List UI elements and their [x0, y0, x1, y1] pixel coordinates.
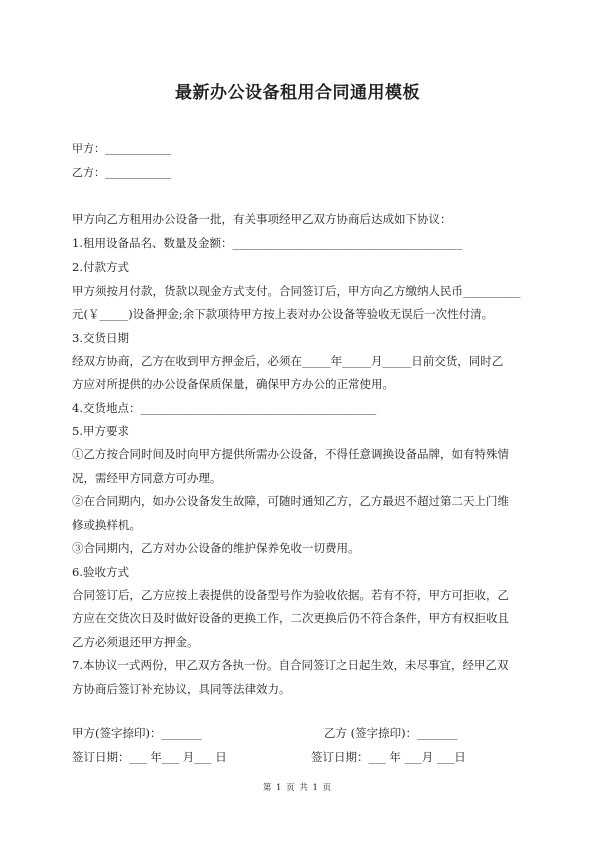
clause-line: 甲方须按月付款，货款以现金方式支付。合同签订后，甲方向乙方缴纳人民币__________: [72, 284, 521, 298]
clause-line: 况，需经甲方同意方可办理。: [72, 471, 222, 485]
clause-line: 方应对所提供的办公设备保质保量，确保甲方办公的正常使用。: [72, 377, 394, 391]
clause-line: 经双方协商，乙方在收到甲方押金后，必须在_____年_____月_____日前交货，同时乙: [72, 354, 504, 368]
clause-line: 4.交货地点：_________________________________________: [72, 401, 377, 415]
clause-line: ①乙方按合同时间及时向甲方提供所需办公设备，不得任意调换设备品牌，如有特殊情: [72, 447, 509, 461]
clause-line: 7.本协议一式两份，甲乙双方各执一份。自合同签订之日起生效，未尽事宜，经甲乙双: [72, 658, 509, 672]
party-b-line: 乙方：____________: [72, 166, 171, 179]
clause-line: 方应在交货次日及时做好设备的更换工作，二次更换后仍不符合条件，甲方有权拒收且: [72, 611, 509, 625]
clause-heading: 5.甲方要求: [72, 424, 129, 438]
page-footer: 第 1 页 共 1 页: [262, 783, 333, 793]
party-a-line: 甲方：____________: [72, 142, 171, 155]
clause-line: 乙方必须退还甲方押金。: [72, 635, 199, 649]
clause-heading: 3.交货日期: [72, 331, 129, 345]
party-a-sign-date: 签订日期：___ 年___ 月___ 日: [72, 750, 227, 764]
party-a-signature: 甲方(签字捺印)：_______: [72, 726, 202, 740]
document-title: 最新办公设备租用合同通用模板: [175, 83, 420, 103]
clause-line: 1.租用设备品名、数量及金额：________________________________________: [72, 236, 463, 250]
clause-line: 方协商后签订补充协议，具同等法律效力。: [72, 682, 291, 696]
clause-line: 修或换样机。: [72, 518, 141, 532]
clause-line: ②在合同期内，如办公设备发生故障，可随时通知乙方，乙方最迟不超过第二天上门维: [72, 494, 509, 508]
party-b-signature: 乙方 (签字捺印)：_______: [324, 726, 458, 740]
clause-heading: 6.验收方式: [72, 565, 129, 579]
clause-line: 合同签订后，乙方应按上表提供的设备型号作为验收依据。若有不符，甲方可拒收，乙: [72, 588, 509, 602]
clause-line: 元(￥_____)设备押金;余下款项待甲方按上表对办公设备等验收无误后一次性付清。: [72, 307, 494, 321]
clause-line: ③合同期内，乙方对办公设备的维护保养免收一切费用。: [72, 541, 360, 555]
intro-paragraph: 甲方向乙方租用办公设备一批，有关事项经甲乙双方协商后达成如下协议：: [72, 212, 452, 226]
party-b-sign-date: 签订日期：___ 年 ___月 ___日: [311, 750, 466, 764]
clause-heading: 2.付款方式: [72, 260, 129, 274]
